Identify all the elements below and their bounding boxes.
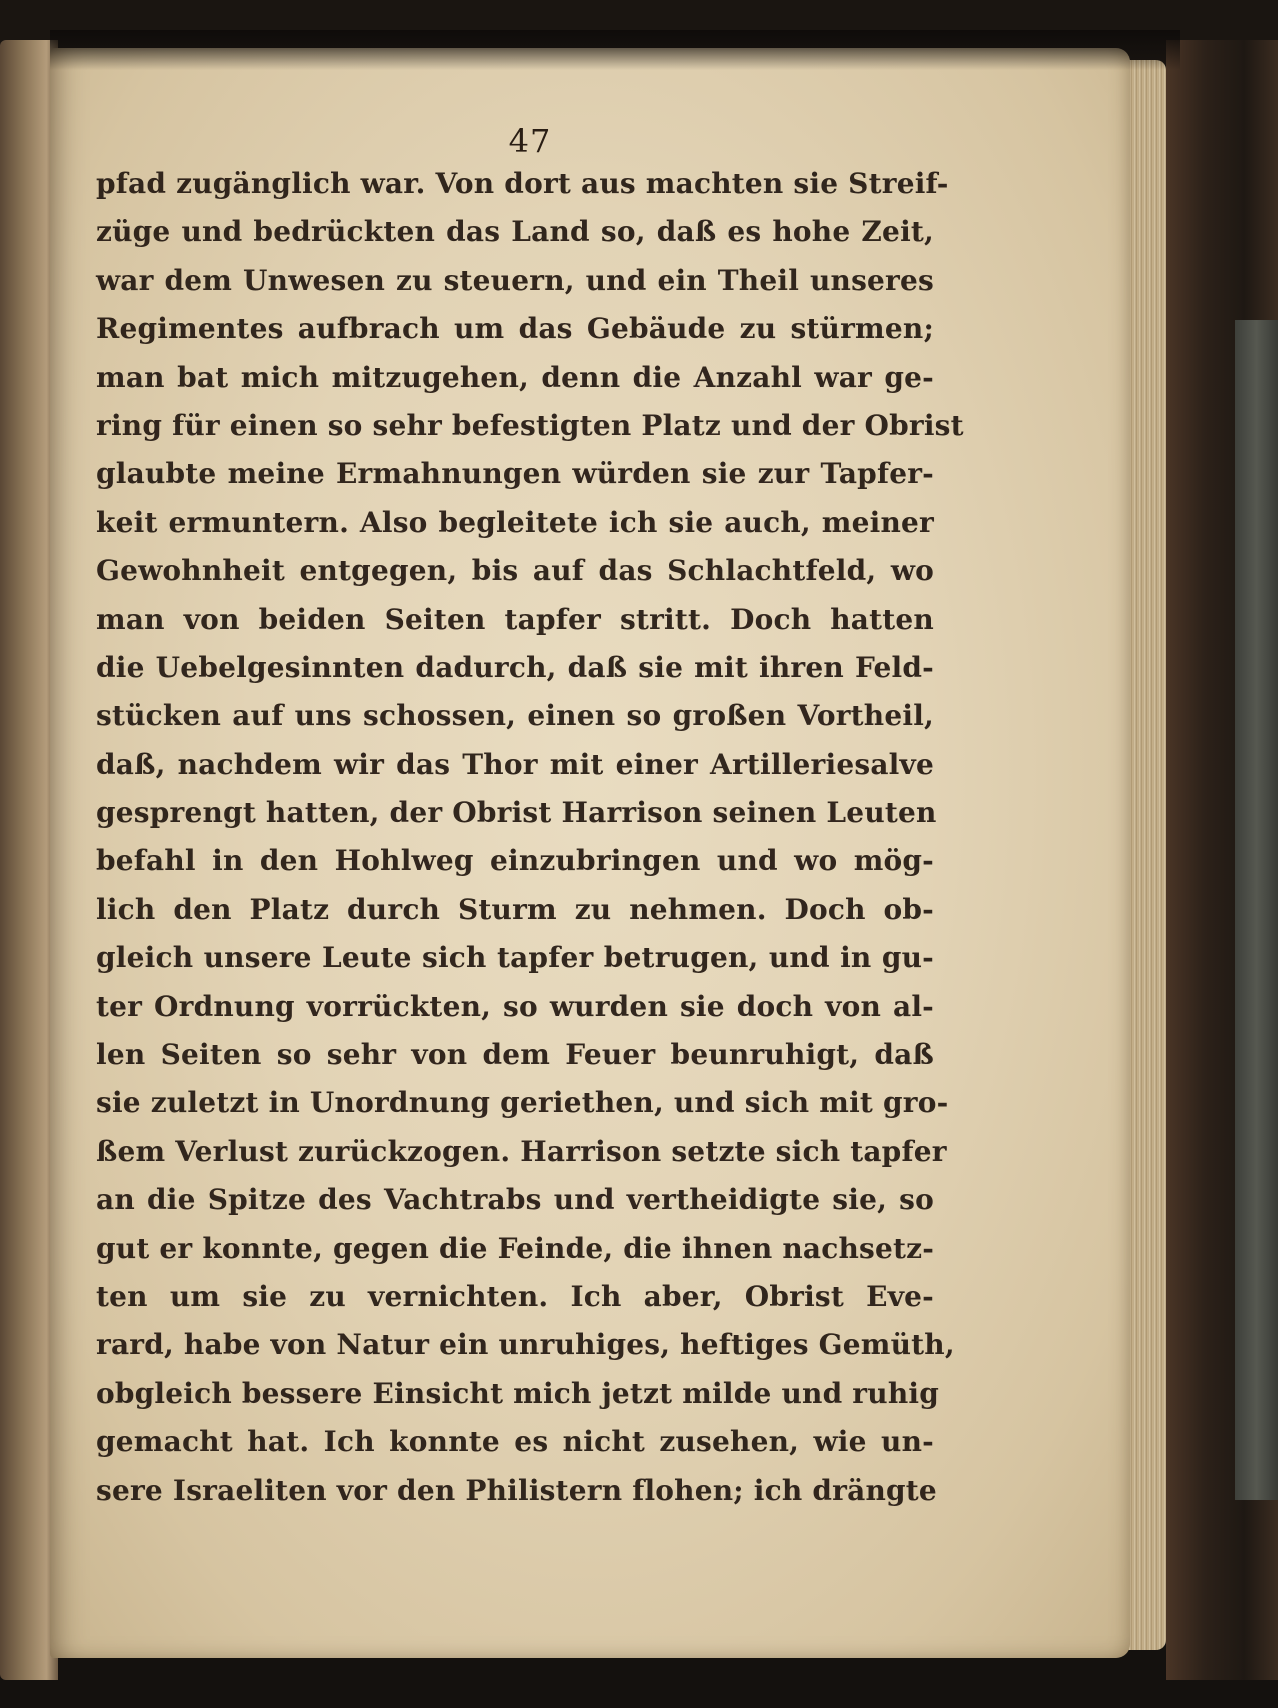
text-line: ten um sie zu vernichten. Ich aber, Obrist Eve- xyxy=(96,1279,934,1313)
text-line: man bat mich mitzugehen, denn die Anzahl war ge- xyxy=(96,360,934,394)
text-line: daß, nachdem wir das Thor mit einer Artilleriesalve xyxy=(96,747,934,781)
text-line: man von beiden Seiten tapfer stritt. Doch hatten xyxy=(96,602,934,636)
text-line: gemacht hat. Ich konnte es nicht zusehen, wie un- xyxy=(96,1425,934,1459)
text-line: gesprengt hatten, der Obrist Harrison seinen Leuten xyxy=(96,796,937,830)
text-line: war dem Unwesen zu steuern, und ein Theil unseres xyxy=(96,263,934,297)
text-line: lich den Platz durch Sturm zu nehmen. Doch ob- xyxy=(96,892,934,926)
binding-shadow xyxy=(50,30,1180,70)
text-line: ring für einen so sehr befestigten Platz und der Obrist xyxy=(96,408,964,442)
text-line: len Seiten so sehr von dem Feuer beunruhigt, daß xyxy=(96,1038,934,1072)
text-line: pfad zugänglich war. Von dort aus machten sie Streif- xyxy=(96,167,949,200)
text-line: züge und bedrückten das Land so, daß es hohe Zeit, xyxy=(96,215,934,249)
text-line: obgleich bessere Einsicht mich jetzt milde und ruhig xyxy=(96,1376,939,1410)
text-line: die Uebelgesinnten dadurch, daß sie mit ihren Feld- xyxy=(96,650,934,684)
text-line: gleich unsere Leute sich tapfer betrugen, und in gu- xyxy=(96,941,934,975)
page-text xyxy=(96,160,964,1515)
text-line: rard, habe von Natur ein unruhiges, heftiges Gemüth, xyxy=(96,1328,955,1362)
page-number: 47 xyxy=(508,122,552,160)
text-line: keit ermuntern. Also begleitete ich sie auch, meiner xyxy=(96,505,934,539)
text-line: ßem Verlust zurückzogen. Harrison setzte sich tapfer xyxy=(96,1134,947,1168)
text-line: glaubte meine Ermahnungen würden sie zur Tapfer- xyxy=(96,457,934,491)
text-line: ter Ordnung vorrückten, so wurden sie doch von al- xyxy=(96,989,934,1023)
text-line: Gewohnheit entgegen, bis auf das Schlachtfeld, wo xyxy=(96,554,934,588)
text-line: sere Israeliten vor den Philistern flohen; ich drängte xyxy=(96,1473,937,1507)
text-line: stücken auf uns schossen, einen so großen Vortheil, xyxy=(96,699,934,733)
text-line: Regimentes aufbrach um das Gebäude zu stürmen; xyxy=(96,312,934,346)
text-line: gut er konnte, gegen die Feinde, die ihnen nachsetz- xyxy=(96,1231,935,1265)
text-line: befahl in den Hohlweg einzubringen und wo mög- xyxy=(96,844,934,878)
page-block-edges xyxy=(1128,60,1166,1650)
text-line: an die Spitze des Vachtrabs und vertheidigte sie, so xyxy=(96,1183,934,1217)
text-line: sie zuletzt in Unordnung geriethen, und sich mit gro- xyxy=(96,1086,949,1120)
cover-spine-strip xyxy=(1235,320,1278,1500)
